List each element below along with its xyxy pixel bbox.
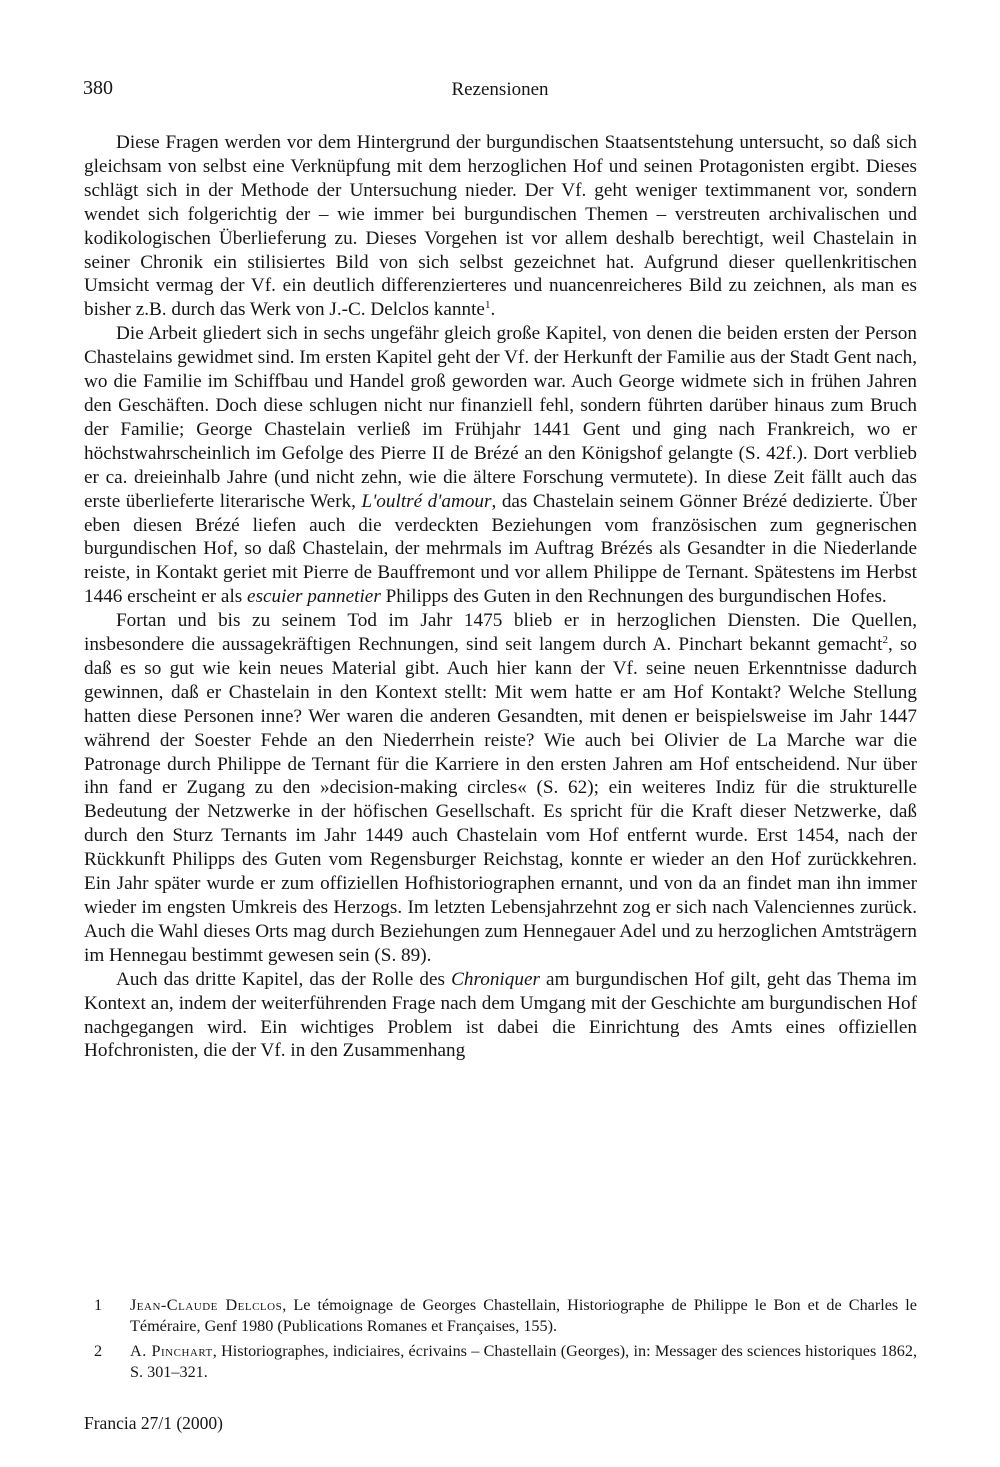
journal-citation: Francia 27/1 (2000)	[84, 1413, 223, 1433]
footnote-author: Jean-Claude Delclos	[130, 1296, 283, 1314]
paragraph-2-text-a: Die Arbeit gliedert sich in sechs ungefähr gleich große Kapitel, von denen die beiden ersten der Person Chastelains gewidmet sind. Im ersten Kapitel geht der Vf. der Herkunft der Familie aus der Stadt Gent nach, wo die Familie im Schiffbau und Handel groß geworden war. Auch George widmete sich in frühen Jahren den Geschäften. Doch diese schlugen nicht nur finanziell fehl, sondern führten darüber hinaus zum Bruch der Familie; George Chastelain verließ im Frühjahr 1441 Gent und ging nach Frankreich, wo er höchstwahrscheinlich im Gefolge des Pierre II de Brézé an den Königshof gelangte (S. 42f.). Dort verblieb er ca. dreieinhalb Jahre (und nicht zehn, wie die ältere Forschung vermutete). In diese Zeit fällt auch das erste überlieferte literarische Werk,	[84, 323, 918, 512]
footnote-ref-1: 1	[484, 299, 491, 312]
footnote-text	[130, 1295, 917, 1336]
footnote-citation: , Le témoignage de Georges Chastellain, Historiographe de Philippe le Bon et de Charles le Téméraire, Genf 1980 (Publications Romanes et Françaises, 155).	[130, 1296, 917, 1335]
footnote-citation: , Historiographes, indiciaires, écrivains – Chastellain (Georges), in: Messager des sciences historiques 1862, S. 301–321.	[130, 1342, 917, 1381]
paragraph-1	[84, 131, 917, 322]
paragraph-4-text-b: am burgundischen Hof gilt, geht das Thema im Kontext an, indem der weiterführenden Frage nach dem Umgang mit der Geschichte am burgundischen Hof nachgegangen wird. Ein wichtiges Problem ist dabei die Einrichtung des Amts eines offiziellen Hofchronisten, die der Vf. in den Zusammenhang	[84, 968, 917, 1062]
chroniquer-term: Chroniquer	[451, 968, 540, 990]
court-role: escuier pannetier	[247, 586, 381, 608]
footnote-number: 2	[94, 1342, 103, 1360]
paragraph-4-text-a: Auch das dritte Kapitel, das der Rolle des	[116, 968, 452, 990]
paragraph-2	[84, 322, 917, 609]
review-body	[84, 131, 917, 1063]
paragraph-1-end: .	[490, 299, 496, 321]
footnote-number: 1	[94, 1296, 103, 1314]
running-head: Rezensionen	[451, 79, 549, 100]
paragraph-4	[84, 968, 917, 1064]
paragraph-3	[84, 609, 917, 968]
footnote-ref-2: 2	[882, 634, 888, 647]
footnote-author: A. Pinchart	[130, 1342, 213, 1360]
paragraph-3-text-a: Fortan und bis zu seinem Tod im Jahr 1475 blieb er in herzoglichen Diensten. Die Quellen, insbesondere die aussagekräftigen Rechnungen, sind seit langem durch A. Pinchart bekannt gemacht	[84, 610, 917, 656]
paragraph-2-text-b: , das Chastelain seinem Gönner Brézé dedizierte. Über eben diesen Brézé liefen auch die verdeckten Beziehungen vom französischen zum gegnerischen burgundischen Hof, so daß Chastelain, der mehrmals im Auftrag Brézés als Gesandter in die Niederlande reiste, in Kontakt geriet mit Pierre de Bauffremont und vor allem Philippe de Ternant. Spätestens im Herbst 1446 erscheint er als	[84, 490, 917, 608]
page-number: 380	[83, 77, 113, 99]
paragraph-3-text-b: , so daß es so gut wie kein neues Material gibt. Auch hier kann der Vf. seine neuen Erkenntnisse dadurch gewinnen, daß er Chastelain in den Kontext stellt: Mit wem hatte er am Hof Kontakt? Welche Stellung hatten diese Personen inne? Wer waren die anderen Gesandten, mit denen er beispielsweise im Jahr 1447 während der Soester Fehde an den Niederrhein reiste? Wie auch bei Olivier de La Marche war die Patronage durch Philippe de Ternant für die Karriere in den ersten Jahren am Hof entscheidend. Nur über ihn fand er Zugang zu den »decision-making circles« (S. 62); ein weiteres Indiz für die strukturelle Bedeutung der Netzwerke in der höfischen Gesellschaft. Es spricht für die Kraft dieser Netzwerke, daß durch den Sturz Ternants im Jahr 1449 auch Chastelain vom Hof entfernt wurde. Erst 1454, nach der Rückkunft Philipps des Guten vom Regensburger Reichstag, konnte er wieder an den Hof zurückkehren. Ein Jahr später wurde er zum offiziellen Hofhistoriographen ernannt, und von da an findet man ihn immer wieder im engsten Umkreis des Herzogs. Im letzten Lebensjahrzehnt zog er sich nach Valenciennes zurück. Auch die Wahl dieses Orts mag durch Beziehungen zum Hennegauer Adel und zu herzoglichen Amtsträgern im Hennegau bestimmt gewesen sein (S. 89).	[84, 634, 918, 966]
paragraph-2-text-c: Philipps des Guten in den Rechnungen des burgundischen Hofes.	[380, 586, 887, 608]
footnote-text	[130, 1341, 917, 1382]
paragraph-1-text: Diese Fragen werden vor dem Hintergrund der burgundischen Staatsentstehung untersucht, so daß sich gleichsam von selbst eine Verknüpfung mit dem herzoglichen Hof und seinen Protagonisten ergibt. Dieses schlägt sich in der Methode der Untersuchung nieder. Der Vf. geht weniger textimmanent vor, sondern wendet sich folgerichtig der – wie immer bei burgundischen Themen – verstreuten archivalischen und kodikologischen Überlieferung zu. Dieses Vorgehen ist vor allem deshalb berechtigt, weil Chastelain in seiner Chronik ein stilisiertes Bild von sich selbst gezeichnet hat. Aufgrund dieser quellenkritischen Umsicht vermag der Vf. ein deutlich differenzierteres und nuancenreicheres Bild zu zeichnen, als man es bisher z.B. durch das Werk von J.-C. Delclos kannte	[84, 132, 917, 321]
footnotes	[84, 1295, 917, 1387]
footnote-2	[84, 1341, 917, 1382]
work-title: L'oultré d'amour	[361, 490, 492, 512]
footnote-1	[84, 1295, 917, 1336]
